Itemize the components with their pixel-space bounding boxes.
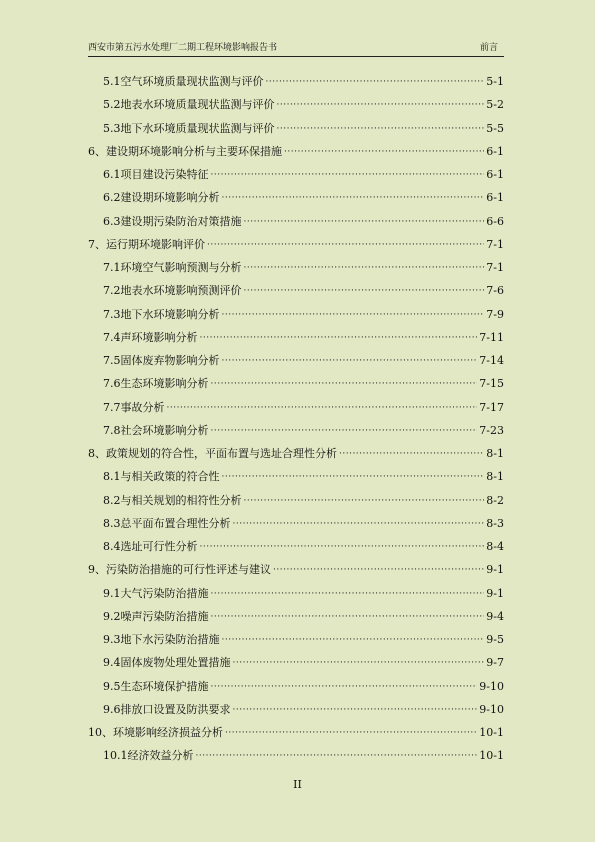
toc-entry-page: 5-1 — [486, 75, 504, 88]
toc-dot-leader — [222, 187, 485, 210]
toc-dot-leader — [244, 257, 485, 280]
toc-dot-leader — [339, 443, 484, 466]
toc-entry-number: 9.5 — [103, 679, 121, 693]
toc-dot-leader — [211, 373, 478, 396]
toc-entry-title: 6、建设期环境影响分析与主要环保措施 — [88, 144, 282, 158]
toc-entry-title: 地表水环境质量现状监测与评价 — [120, 98, 275, 112]
toc-entry-title: 噪声污染防治措施 — [120, 609, 209, 623]
toc-entry-title: 固体废弃物影响分析 — [120, 354, 220, 367]
toc-entry-title: 项目建设污染特征 — [120, 168, 209, 181]
toc-dot-leader — [211, 676, 478, 699]
toc-entry-page: 9-4 — [486, 609, 504, 623]
toc-entry-number: 10.1 — [103, 749, 128, 763]
toc-entry-number: 6.1 — [103, 168, 121, 181]
toc-section-entry[interactable] — [88, 465, 504, 488]
toc-section-entry[interactable] — [88, 349, 504, 372]
toc-entry-number: 9.1 — [103, 586, 121, 600]
toc-entry-number: 6.2 — [103, 191, 121, 205]
toc-entry-number: 8.2 — [103, 493, 121, 507]
toc-section-entry[interactable] — [88, 186, 504, 209]
toc-entry-number: 7.8 — [103, 423, 121, 437]
toc-entry-page: 5-5 — [486, 121, 504, 135]
toc-dot-leader — [207, 234, 484, 257]
header-section-label: 前言 — [479, 43, 498, 53]
toc-dot-leader — [200, 327, 478, 350]
toc-entry-page: 7-14 — [479, 354, 504, 367]
toc-chapter-entry[interactable] — [88, 721, 504, 744]
toc-dot-leader — [225, 722, 477, 745]
toc-entry-number: 7.4 — [103, 330, 121, 344]
toc-entry-title: 排放口设置及防洪要求 — [120, 702, 231, 716]
toc-entry-title: 与相关政策的符合性 — [120, 470, 220, 484]
toc-entry-page: 9-1 — [486, 563, 504, 577]
toc-dot-leader — [244, 490, 485, 513]
header-document-title: 西安市第五污水处理厂二期工程环境影响报告书 — [88, 43, 278, 53]
toc-dot-leader — [222, 466, 485, 489]
toc-dot-leader — [211, 583, 485, 606]
toc-section-entry[interactable] — [88, 512, 504, 535]
toc-section-entry[interactable] — [88, 210, 504, 233]
toc-dot-leader — [244, 211, 485, 234]
running-header — [88, 40, 504, 56]
toc-entry-page: 10-1 — [479, 749, 504, 763]
toc-section-entry[interactable] — [88, 605, 504, 628]
toc-entry-number: 5.2 — [103, 98, 121, 112]
toc-dot-leader — [196, 745, 478, 768]
toc-dot-leader — [211, 420, 478, 443]
toc-dot-leader — [222, 350, 478, 373]
toc-entry-number: 9.3 — [103, 633, 121, 646]
toc-dot-leader — [277, 94, 485, 117]
toc-entry-title: 固体废物处理处置措施 — [120, 656, 231, 670]
toc-entry-page: 7-23 — [479, 423, 504, 437]
toc-dot-leader — [244, 280, 485, 303]
toc-entry-title: 7、运行期环境影响评价 — [88, 237, 205, 251]
toc-dot-leader — [233, 513, 485, 536]
toc-entry-page: 7-1 — [486, 261, 504, 274]
toc-section-entry[interactable] — [88, 744, 504, 767]
toc-entry-title: 地下水环境质量现状监测与评价 — [120, 121, 275, 135]
toc-section-entry[interactable] — [88, 303, 504, 326]
toc-entry-page: 7-6 — [486, 284, 504, 298]
toc-entry-title: 大气污染防治措施 — [120, 586, 209, 600]
toc-entry-number: 8.4 — [103, 540, 121, 553]
toc-dot-leader — [222, 629, 485, 652]
toc-dot-leader — [211, 606, 485, 629]
toc-entry-title: 事故分析 — [120, 400, 165, 414]
table-of-contents — [88, 70, 504, 768]
toc-section-entry[interactable] — [88, 489, 504, 512]
toc-chapter-entry[interactable] — [88, 558, 504, 581]
toc-dot-leader — [233, 652, 485, 675]
toc-entry-title: 环境空气影响预测与分析 — [120, 261, 242, 274]
toc-dot-leader — [266, 71, 485, 94]
toc-section-entry[interactable] — [88, 651, 504, 674]
toc-entry-page: 7-9 — [486, 307, 504, 321]
toc-entry-title: 与相关规划的相符性分析 — [120, 493, 242, 507]
toc-entry-page: 7-1 — [486, 237, 504, 251]
toc-entry-number: 7.6 — [103, 377, 121, 391]
toc-entry-page: 6-6 — [486, 214, 504, 228]
toc-entry-number: 7.1 — [103, 261, 121, 274]
toc-chapter-entry[interactable] — [88, 140, 504, 163]
toc-entry-page: 8-4 — [486, 540, 504, 553]
toc-entry-title: 经济效益分析 — [127, 749, 194, 763]
toc-entry-title: 总平面布置合理性分析 — [120, 516, 231, 530]
toc-entry-page: 8-1 — [486, 447, 504, 460]
toc-dot-leader — [284, 141, 484, 164]
toc-entry-title: 选址可行性分析 — [120, 540, 198, 553]
toc-dot-leader — [222, 304, 485, 327]
toc-entry-number: 9.2 — [103, 609, 121, 623]
toc-entry-number: 9.6 — [103, 702, 121, 716]
toc-entry-title: 空气环境质量现状监测与评价 — [120, 75, 264, 88]
toc-entry-page: 7-11 — [479, 330, 504, 344]
toc-section-entry[interactable] — [88, 419, 504, 442]
toc-entry-page: 7-15 — [479, 377, 504, 391]
toc-section-entry[interactable] — [88, 279, 504, 302]
toc-entry-page: 8-1 — [486, 470, 504, 484]
toc-entry-number: 7.5 — [103, 354, 121, 367]
toc-entry-title: 声环境影响分析 — [120, 330, 198, 344]
toc-section-entry[interactable] — [88, 698, 504, 721]
toc-entry-number: 7.7 — [103, 400, 121, 414]
toc-dot-leader — [273, 559, 484, 582]
toc-dot-leader — [200, 536, 485, 559]
toc-entry-page: 9-1 — [486, 586, 504, 600]
toc-section-entry[interactable] — [88, 582, 504, 605]
toc-dot-leader — [211, 164, 485, 187]
toc-dot-leader — [233, 699, 478, 722]
toc-entry-page: 7-17 — [479, 400, 504, 414]
toc-entry-number: 6.3 — [103, 214, 121, 228]
toc-section-entry[interactable] — [88, 628, 504, 651]
toc-entry-page: 6-1 — [486, 191, 504, 205]
toc-entry-title: 生态环境影响分析 — [120, 377, 209, 391]
toc-entry-number: 7.2 — [103, 284, 121, 298]
toc-section-entry[interactable] — [88, 256, 504, 279]
toc-entry-title: 8、政策规划的符合性，平面布置与选址合理性分析 — [88, 447, 337, 460]
toc-entry-page: 8-2 — [486, 493, 504, 507]
toc-entry-page: 6-1 — [486, 168, 504, 181]
toc-chapter-entry[interactable] — [88, 442, 504, 465]
toc-entry-title: 10、环境影响经济损益分析 — [88, 726, 223, 739]
toc-section-entry[interactable] — [88, 675, 504, 698]
toc-entry-title: 社会环境影响分析 — [120, 423, 209, 437]
toc-entry-page: 6-1 — [486, 144, 504, 158]
toc-entry-page: 9-10 — [479, 679, 504, 693]
toc-entry-page: 9-7 — [486, 656, 504, 670]
toc-entry-title: 地表水环境影响预测评价 — [120, 284, 242, 298]
toc-entry-title: 建设期环境影响分析 — [120, 191, 220, 205]
toc-chapter-entry[interactable] — [88, 233, 504, 256]
toc-entry-title: 地下水污染防治措施 — [120, 633, 220, 646]
toc-entry-title: 建设期污染防治对策措施 — [120, 214, 242, 228]
header-rule — [88, 56, 504, 57]
toc-entry-title: 地下水环境影响分析 — [120, 307, 220, 321]
toc-entry-title: 9、污染防治措施的可行性评述与建议 — [88, 563, 271, 577]
toc-entry-number: 5.1 — [103, 75, 121, 88]
toc-section-entry[interactable] — [88, 535, 504, 558]
toc-entry-number: 7.3 — [103, 307, 121, 321]
toc-section-entry[interactable] — [88, 70, 504, 93]
toc-section-entry[interactable] — [88, 326, 504, 349]
toc-entry-number: 8.3 — [103, 516, 121, 530]
toc-section-entry[interactable] — [88, 117, 504, 140]
toc-dot-leader — [277, 118, 485, 141]
toc-entry-page: 10-1 — [479, 726, 504, 739]
toc-section-entry[interactable] — [88, 163, 504, 186]
toc-entry-number: 9.4 — [103, 656, 121, 670]
toc-section-entry[interactable] — [88, 372, 504, 395]
toc-section-entry[interactable] — [88, 396, 504, 419]
toc-entry-page: 5-2 — [486, 98, 504, 112]
toc-entry-number: 8.1 — [103, 470, 121, 484]
toc-entry-page: 9-5 — [486, 633, 504, 646]
toc-entry-page: 9-10 — [479, 702, 504, 716]
toc-entry-number: 5.3 — [103, 121, 121, 135]
toc-dot-leader — [167, 397, 478, 420]
toc-section-entry[interactable] — [88, 93, 504, 116]
toc-entry-title: 生态环境保护措施 — [120, 679, 209, 693]
page-number: II — [293, 778, 302, 791]
toc-entry-page: 8-3 — [486, 516, 504, 530]
